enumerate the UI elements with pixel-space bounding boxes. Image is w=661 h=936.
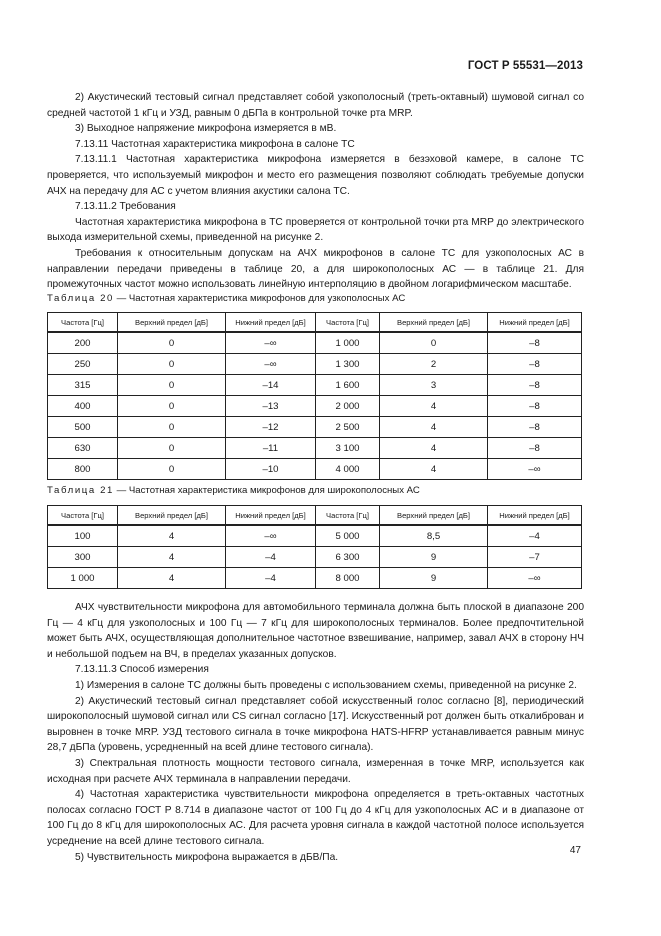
- table-cell: –12: [226, 417, 316, 438]
- table-cell: 1 000: [48, 568, 118, 589]
- table-cell: 4: [380, 396, 488, 417]
- table-cell: 1 600: [316, 375, 380, 396]
- section-bottom: [47, 600, 584, 865]
- table-cell: 3: [380, 375, 488, 396]
- table-cell: 300: [48, 547, 118, 568]
- table-cell: 2: [380, 354, 488, 375]
- table-cell: –4: [226, 568, 316, 589]
- paragraph-step-4: 4) Частотная характеристика чувствительности микрофона определяется в треть-октавных частотных полосах согласно ГОСТ Р 8.714 в диапазоне частот от 100 Гц до 4 кГц для узкополосных АС и в диапазоне от 100 Гц до 8 кГц для широкополосных АС. Для расчета уровня сигнала в каждой частотной полосе используется усреднение на всей длине тестового сигнала.: [47, 789, 584, 847]
- table-cell: –4: [226, 547, 316, 568]
- paragraph-signal-narrowband: 2) Акустический тестовый сигнал представляет собой узкополосный (треть-октавный) шумовой сигнал со средней частотой 1 кГц и УЗД, равным 0 дБПа в контрольной точке рта MRP.: [47, 92, 584, 119]
- table-row: [48, 459, 582, 480]
- header-cell: Нижний предел [дБ]: [226, 313, 316, 333]
- table20-caption: [47, 293, 405, 304]
- table-cell: –8: [488, 332, 582, 354]
- table21-caption: [47, 485, 420, 496]
- paragraph-step-5: 5) Чувствительность микрофона выражается в дБВ/Па.: [75, 851, 339, 863]
- table-cell: 2 500: [316, 417, 380, 438]
- table-cell: 9: [380, 547, 488, 568]
- section-top: [47, 90, 584, 293]
- table-cell: 400: [48, 396, 118, 417]
- table-cell: 3 100: [316, 438, 380, 459]
- header-cell: Частота [Гц]: [316, 313, 380, 333]
- table-cell: 4: [118, 547, 226, 568]
- paragraph-step-2: 2) Акустический тестовый сигнал представляет собой искусственный голос согласно [8], периодический широкополосный шумовой сигнал или CS сигнал согласно [17]. Искусственный рот должен быть откалиброван и выровнен в точке MRP. УЗД тестового сигнала в точке микрофона HATS-HFRP устанавливается равным минус 28,7 дБПа (уровень, усредненный на всей длине тестового сигнала).: [47, 695, 584, 754]
- table-cell: 8 000: [316, 568, 380, 589]
- table21: [47, 505, 582, 589]
- header-cell: Частота [Гц]: [48, 313, 118, 333]
- table-cell: –∞: [226, 332, 316, 354]
- table-cell: –10: [226, 459, 316, 480]
- table21-caption-text: — Частотная характеристика микрофонов для широкополосных АС: [113, 485, 420, 496]
- table-cell: –8: [488, 396, 582, 417]
- header-cell: Частота [Гц]: [316, 506, 380, 526]
- table-row: [48, 568, 582, 589]
- table-cell: 0: [118, 459, 226, 480]
- page-number: 47: [569, 845, 581, 856]
- table-cell: 6 300: [316, 547, 380, 568]
- table-cell: 0: [118, 354, 226, 375]
- paragraph-step-1: 1) Измерения в салоне ТС должны быть проведены с использованием схемы, приведенной на рисунке 2.: [75, 679, 577, 691]
- table-cell: 100: [48, 525, 118, 547]
- table-cell: 0: [118, 417, 226, 438]
- header-cell: Нижний предел [дБ]: [488, 313, 582, 333]
- table-cell: –4: [488, 525, 582, 547]
- table-cell: –8: [488, 417, 582, 438]
- table-row: [48, 547, 582, 568]
- table-cell: –∞: [226, 354, 316, 375]
- table-cell: 4: [118, 568, 226, 589]
- table-cell: –8: [488, 354, 582, 375]
- table-cell: 1 000: [316, 332, 380, 354]
- table-cell: 630: [48, 438, 118, 459]
- table-cell: –∞: [488, 459, 582, 480]
- table-row: [48, 525, 582, 547]
- table-cell: 315: [48, 375, 118, 396]
- table-cell: 1 300: [316, 354, 380, 375]
- header-cell: Верхний предел [дБ]: [118, 506, 226, 526]
- table-cell: 0: [118, 438, 226, 459]
- table-cell: 800: [48, 459, 118, 480]
- paragraph-step-3: 3) Спектральная плотность мощности тестового сигнала, измеренная в точке MRP, используется как исходная при расчете АЧХ терминала в направлении передачи.: [47, 757, 584, 785]
- table-cell: 200: [48, 332, 118, 354]
- table-cell: 4: [380, 438, 488, 459]
- header-cell: Верхний предел [дБ]: [380, 313, 488, 333]
- table-cell: 0: [118, 332, 226, 354]
- table-cell: 5 000: [316, 525, 380, 547]
- table-cell: –14: [226, 375, 316, 396]
- heading-7-13-11: 7.13.11 Частотная характеристика микрофона в салоне ТС: [75, 138, 355, 150]
- table-row: [48, 375, 582, 396]
- header-cell: Частота [Гц]: [48, 506, 118, 526]
- table-cell: –∞: [226, 525, 316, 547]
- table20-caption-label: Таблица 20: [47, 293, 114, 304]
- heading-7-13-11-3: 7.13.11.3 Способ измерения: [75, 664, 209, 676]
- table-cell: 500: [48, 417, 118, 438]
- paragraph-check-point: Частотная характеристика микрофона в ТС проверяется от контрольной точки рта MRP до электрического выхода измерительной схемы, приведенной на рисунке 2.: [47, 216, 584, 244]
- table-cell: 0: [118, 396, 226, 417]
- table-cell: 8,5: [380, 525, 488, 547]
- header-cell: Верхний предел [дБ]: [118, 313, 226, 333]
- table-cell: 0: [380, 332, 488, 354]
- table-row: [48, 438, 582, 459]
- table-cell: 4: [380, 417, 488, 438]
- header-cell: Верхний предел [дБ]: [380, 506, 488, 526]
- header-cell: Нижний предел [дБ]: [226, 506, 316, 526]
- table-row: [48, 417, 582, 438]
- paragraph-output-voltage: 3) Выходное напряжение микрофона измеряется в мВ.: [75, 123, 337, 135]
- table-cell: 250: [48, 354, 118, 375]
- table20: [47, 312, 582, 480]
- table-row: [48, 396, 582, 417]
- table-cell: 0: [118, 375, 226, 396]
- table-cell: 4: [380, 459, 488, 480]
- table-cell: 4: [118, 525, 226, 547]
- table-header-row: [48, 506, 582, 526]
- table-row: [48, 354, 582, 375]
- table-cell: –8: [488, 438, 582, 459]
- heading-7-13-11-2: 7.13.11.2 Требования: [75, 201, 176, 213]
- table-cell: 9: [380, 568, 488, 589]
- table-row: [48, 332, 582, 354]
- table21-caption-label: Таблица 21: [47, 485, 114, 496]
- paragraph-sensitivity-flat: АЧХ чувствительности микрофона для автомобильного терминала должна быть плоской в диапазоне 200 Гц — 4 кГц для узкополосных и 100 Гц — 7 кГц для широкополосных терминалов. Более предпочтительной может быть АЧХ, осуществляющая дополнительное частотное взвешивание, например, завал АЧХ в сторону НЧ и небольшой подъем на ВЧ, в пределах указанных допусков.: [47, 602, 584, 660]
- table-cell: –8: [488, 375, 582, 396]
- table-cell: 2 000: [316, 396, 380, 417]
- standard-header: ГОСТ Р 55531—2013: [467, 60, 583, 72]
- paragraph-tolerances: Требования к относительным допускам на АЧХ микрофонов в салоне ТС для узкополосных АС в направлении передачи приведены в таблице 20, а для широкополосных АС — в таблице 21. Для промежуточных частот можно использовать линейную интерполяцию в двойном логарифмическом масштабе.: [47, 247, 584, 291]
- paragraph-7-13-11-1: 7.13.11.1 Частотная характеристика микрофона измеряется в безэховой камере, в салоне ТС проверяется, что используемый микрофон и место его размещения позволяют соблюдать требуемые допуски АЧХ на передачу для АС с учетом влияния акустики салона ТС.: [47, 154, 584, 197]
- table-cell: –11: [226, 438, 316, 459]
- header-cell: Нижний предел [дБ]: [488, 506, 582, 526]
- table-cell: 4 000: [316, 459, 380, 480]
- table-cell: –∞: [488, 568, 582, 589]
- table-header-row: [48, 313, 582, 333]
- table-cell: –13: [226, 396, 316, 417]
- table-cell: –7: [488, 547, 582, 568]
- table20-caption-text: — Частотная характеристика микрофонов для узкополосных АС: [113, 293, 406, 304]
